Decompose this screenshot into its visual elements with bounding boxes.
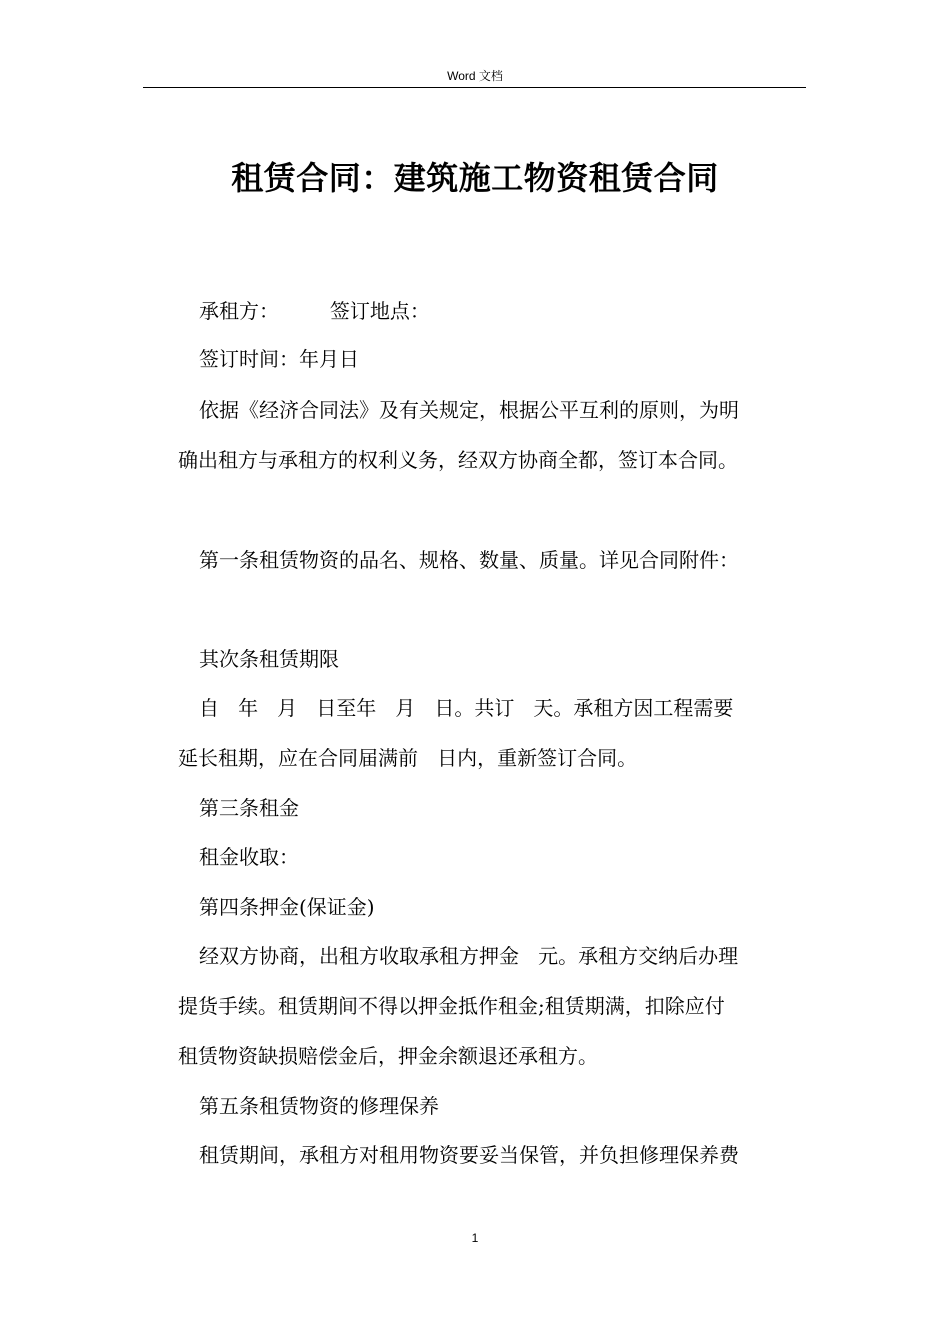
article-4-title: 第四条押金(保证金) bbox=[199, 895, 375, 919]
article-5-title: 第五条租赁物资的修理保养 bbox=[199, 1094, 439, 1118]
parties-line: 承租方： 签订地点： bbox=[199, 299, 430, 323]
page-number: 1 bbox=[471, 1231, 479, 1245]
article-2-line-1: 自 年 月 日至年 月 日。共订 天。承租方因工程需要 bbox=[199, 696, 734, 720]
article-5-line-1: 租赁期间，承租方对租用物资要妥当保管，并负担修理保养费 bbox=[199, 1143, 739, 1167]
article-2-line-2: 延长租期，应在合同届满前 日内，重新签订合同。 bbox=[178, 746, 638, 770]
header-rule bbox=[143, 87, 806, 88]
article-2-title: 其次条租赁期限 bbox=[199, 647, 339, 671]
signing-date-line: 签订时间：年月日 bbox=[199, 347, 359, 371]
article-4-line-3: 租赁物资缺损赔偿金后，押金余额退还承租方。 bbox=[178, 1044, 598, 1068]
intro-paragraph-line-1: 依据《经济合同法》及有关规定，根据公平互利的原则，为明 bbox=[199, 398, 739, 422]
document-title: 租赁合同：建筑施工物资租赁合同 bbox=[231, 159, 719, 197]
article-4-line-1: 经双方协商，出租方收取承租方押金 元。承租方交纳后办理 bbox=[199, 944, 739, 968]
article-4-line-2: 提货手续。租赁期间不得以押金抵作租金;租赁期满，扣除应付 bbox=[178, 994, 725, 1018]
article-1: 第一条租赁物资的品名、规格、数量、质量。详见合同附件： bbox=[199, 548, 739, 572]
page-header: Word 文档 bbox=[447, 69, 503, 83]
article-3-line-1: 租金收取： bbox=[199, 845, 299, 869]
article-3-title: 第三条租金 bbox=[199, 796, 299, 820]
intro-paragraph-line-2: 确出租方与承租方的权利义务，经双方协商全都，签订本合同。 bbox=[178, 448, 738, 472]
